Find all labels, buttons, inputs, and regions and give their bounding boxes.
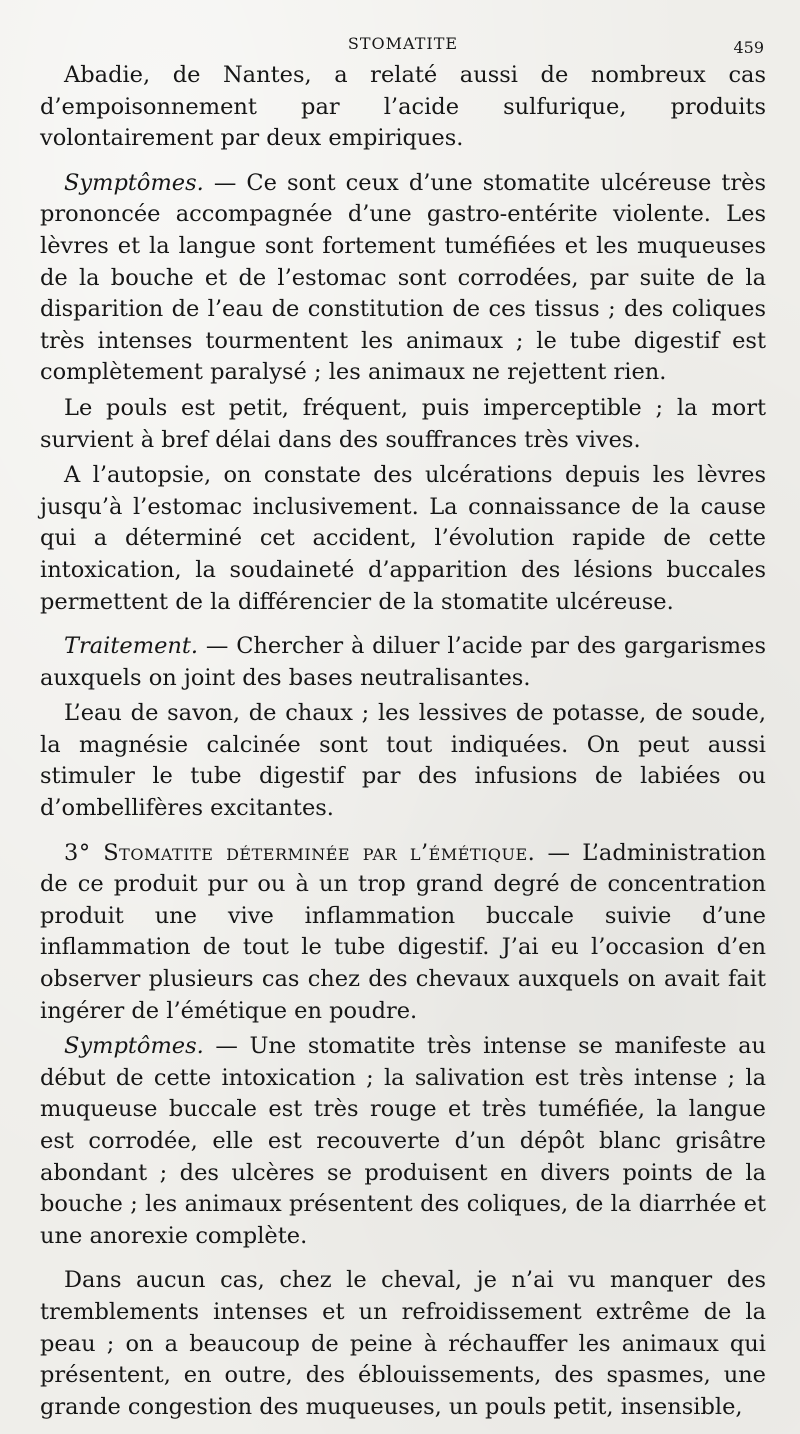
paragraph-symptoms-emetique (40, 1031, 766, 1252)
running-head (40, 24, 766, 57)
section-label-traitement: Traitement. (64, 633, 199, 660)
paragraph-text: Dans aucun cas, chez le cheval, je n’ai vu manquer des tremblements intenses et un refroidissement extrême de la peau ; on a beaucoup de peine à réchauffer les animaux qui présentent, en outre, des éblouissements, des spasmes, une grande congestion des muqueuses, un pouls petit, insensible, (40, 1267, 766, 1420)
body-text (40, 60, 766, 1423)
paragraph-text: A l’autopsie, on constate des ulcérations depuis les lèvres jusqu’à l’estomac inclusivement. La connaissance de la cause qui a déterminé cet accident, l’évolution rapide de cette intoxication, la soudaineté d’apparition des lésions buccales permettent de la différencier de la stomatite ulcéreuse. (40, 462, 766, 615)
page-number: 459 (733, 38, 764, 57)
paragraph-text: Le pouls est petit, fréquent, puis imperceptible ; la mort survient à bref délai dans des souffrances très vives. (40, 394, 766, 453)
section-label-symptomes: Symptômes. (64, 169, 204, 196)
section-label-symptomes: Symptômes. (64, 1033, 204, 1060)
paragraph-traitement (40, 631, 766, 694)
paragraph-text: L’eau de savon, de chaux ; les lessives de potasse, de soude, la magnésie calcinée sont tout indiquées. On peut aussi stimuler le tube digestif par des infusions de labiées ou d’ombellifères excitantes. (40, 700, 766, 822)
section-heading-emetique: 3° Stomatite déterminée par l’émétique. (64, 839, 536, 866)
paragraph-autopsie (40, 460, 766, 618)
paragraph-text: — Ce sont ceux d’une stomatite ulcéreuse très prononcée accompagnée d’une gastro-entérite violente. Les lèvres et la langue sont fortement tuméfiées et les muqueuses de la bouche et de l’estomac sont corrodées, par suite de la disparition de l’eau de constitution de ces tissus ; des coliques très intenses tourmentent les animaux ; le tube digestif est complètement paralysé ; les animaux ne rejettent rien. (40, 169, 766, 386)
paragraph-text: Abadie, de Nantes, a relaté aussi de nombreux cas d’empoisonnement par l’acide sulfurique, produits volontairement par deux empiriques. (40, 62, 766, 152)
paragraph-text: — Une stomatite très intense se manifeste au début de cette intoxication ; la salivation est très intense ; la muqueuse buccale est très rouge et très tuméfiée, la langue est corrodée, elle est recouverte d’un dépôt blanc grisâtre abondant ; des ulcères se produisent en divers points de la bouche ; les animaux présentent des coliques, de la diarrhée et une anorexie complète. (40, 1033, 766, 1249)
paragraph-abadie (40, 60, 766, 155)
paragraph-text: — Chercher à diluer l’acide par des gargarismes auxquels on joint des bases neutralisantes. (40, 633, 766, 691)
running-title: STOMATITE (347, 34, 459, 53)
paragraph-symptoms-acid (40, 168, 766, 389)
paragraph-emetique (40, 838, 766, 1028)
paragraph-cheval (40, 1265, 766, 1423)
paragraph-eau-de-savon (40, 698, 766, 824)
paragraph-pouls (40, 393, 766, 456)
paragraph-text: — L’administration de ce produit pur ou à un trop grand degré de concentration produit une vive inflammation buccale suivie d’une inflammation de tout le tube digestif. J’ai eu l’occasion d’en observer plusieurs cas chez des chevaux auxquels on avait fait ingérer de l’émétique en poudre. (40, 839, 766, 1024)
